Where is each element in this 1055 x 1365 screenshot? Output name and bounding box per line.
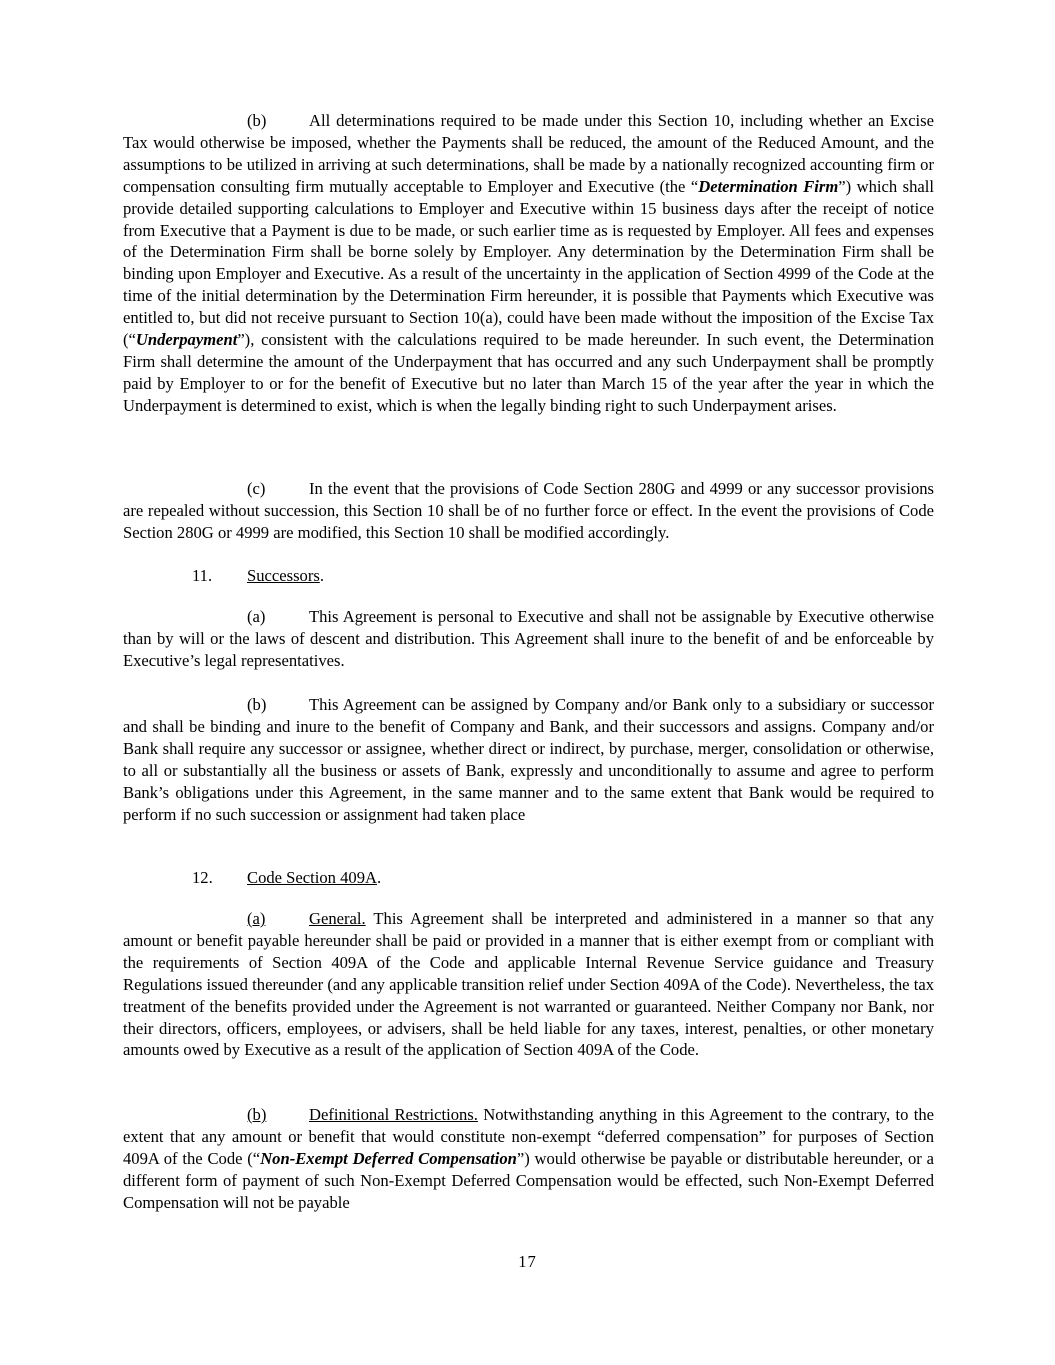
paragraph-text: In the event that the provisions of Code Section 280G and 4999 or any successor provisions are repealed without succession, this Section 10 shall be of no further force or effect. In the event the provisions of Code Section 280G or 4999 are modified, this Section 10 shall be modified accordingly. [123,479,934,542]
paragraph-12a [123,908,934,1061]
section-title-period: . [376,868,382,887]
paragraph-text: All determinations required to be made under this Section 10, including whether an Excise Tax would otherwise be imposed, whether the Payments shall be reduced, the amount of the Reduced Amount, and the assumptions to be utilized in arriving at such determinations, shall be made by a nationally recognized accounting firm or compensation consulting firm mutually acceptable to Employer and Executive (the “ [123,111,934,196]
paragraph-text: This Agreement can be assigned by Company and/or Bank only to a subsidiary or successor and shall be binding and inure to the benefit of Company and Bank, and their successors and assigns. Company and/or Bank shall require any successor or assignee, whether direct or indirect, by purchase, merger, consolidation or otherwise, to all or substantially all the business or assets of Bank, expressly and unconditionally to assume and agree to perform Bank’s obligations under this Agreement, in the same manner and to the same extent that Bank would be required to perform if no such succession or assignment had taken place [123,695,934,824]
paragraph-text: This Agreement is personal to Executive and shall not be assignable by Executive otherwise than by will or the laws of descent and distribution. This Agreement shall inure to the benefit of and be enforceable by Executive’s legal representatives. [123,607,934,670]
paragraph-label: (a) [247,607,266,626]
defined-term: Non-Exempt Deferred Compensation [260,1148,517,1168]
paragraph-label: (b) [247,1105,267,1124]
defined-term: Determination Firm [698,176,839,196]
section-12-heading [192,867,381,889]
subsection-heading: Definitional Restrictions. [309,1105,478,1124]
section-title: Successors [247,566,320,585]
paragraph-10c [123,478,934,544]
section-title-period: . [319,566,324,585]
paragraph-text: ”), consistent with the calculations required to be made hereunder. In such event, the Determination Firm shall determine the amount of the Underpayment that has occurred and any such Underpayment shall be promptly paid by Employer to or for the benefit of Executive but no later than March 15 of the year after the year in which the Underpayment is determined to exist, which is when the legally binding right to such Underpayment arises. [123,330,934,415]
subsection-heading: General. [309,909,366,928]
paragraph-text: ”) which shall provide detailed supporting calculations to Employer and Executive within 15 business days after the receipt of notice from Executive that a Payment is due to be made, or such earlier time as is requested by Employer. All fees and expenses of the Determination Firm shall be borne solely by Employer. Any determination by the Determination Firm shall be binding upon Employer and Executive. As a result of the uncertainty in the application of Section 4999 of the Code at the time of the initial determination by the Determination Firm hereunder, it is possible that Payments which Executive was entitled to, but did not receive pursuant to Section 10(a), could have been made without the imposition of the Excise Tax (“ [123,176,934,350]
paragraph-label: (b) [247,695,267,714]
paragraph-11b [123,694,934,825]
section-title: Code Section 409A [247,868,377,887]
paragraph-label: (b) [247,111,267,130]
paragraph-11a [123,606,934,672]
paragraph-12b [123,1104,934,1214]
paragraph-label: (c) [247,479,266,498]
section-number: 12. [192,868,213,887]
defined-term: Underpayment [135,330,238,350]
paragraph-text: Notwithstanding anything in this Agreement to the contrary, to the extent that any amount or benefit that would constitute non-exempt “deferred compensation” for purposes of Section 409A of the Code (“ [123,1105,934,1168]
section-number: 11. [192,566,213,585]
paragraph-text: ”) would otherwise be payable or distributable hereunder, or a different form of payment of such Non-Exempt Deferred Compensation would be effected, such Non-Exempt Deferred Compensation will not be payable [123,1148,934,1212]
section-11-heading [192,565,324,587]
page-number: 17 [518,1252,537,1271]
paragraph-text: This Agreement shall be interpreted and administered in a manner so that any amount or benefit payable hereunder shall be paid or provided in a manner that is either exempt from or compliant with the requirements of Section 409A of the Code and applicable Internal Revenue Service guidance and Treasury Regulations issued thereunder (and any applicable transition relief under Section 409A of the Code). Nevertheless, the tax treatment of the benefits provided under the Agreement is not warranted or guaranteed. Neither Company nor Bank, nor their directors, officers, employees, or advisers, shall be held liable for any taxes, interest, penalties, or other monetary amounts owed by Executive as a result of the application of Section 409A of the Code. [123,909,934,1060]
paragraph-label: (a) [247,909,266,928]
paragraph-10b [123,110,934,417]
